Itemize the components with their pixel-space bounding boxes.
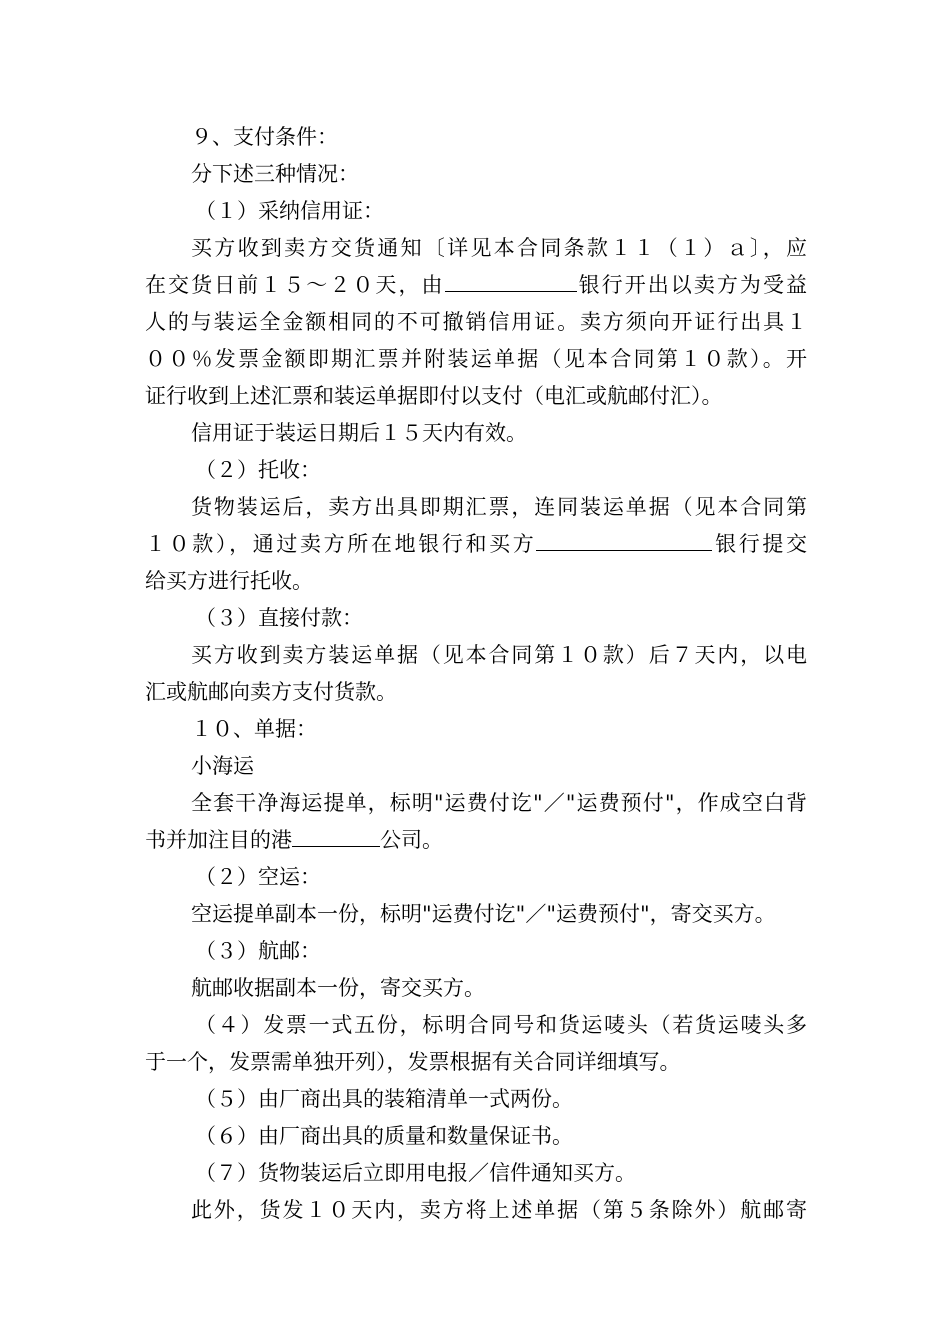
fill-in-blank-destination-port	[292, 826, 380, 847]
subheading-air-mail: （３）航邮：	[195, 939, 321, 963]
paragraph-line: 信用证于装运日期后１５天内有效。	[191, 421, 527, 445]
subheading-direct-payment: （３）直接付款：	[195, 606, 363, 630]
subheading-ocean-transport: 小海运	[191, 754, 254, 778]
paragraph-line: 货物装运后，卖方出具即期汇票，连同装运单据（见本合同第	[191, 495, 807, 519]
paragraph-line: 全套干净海运提单，标明"运费付讫"／"运费预付"，作成空白背	[191, 791, 807, 815]
paragraph-line: （５）由厂商出具的装箱清单一式两份。	[195, 1087, 573, 1111]
line-text: 银行提交	[712, 532, 807, 556]
fill-in-blank-bank	[445, 271, 577, 292]
subheading-collection: （２）托收：	[195, 458, 321, 482]
subheading-air-transport: （２）空运：	[195, 865, 321, 889]
paragraph-line-with-blank	[145, 825, 807, 855]
line-text: 公司。	[380, 828, 443, 852]
section-heading-documents: １０、单据：	[191, 717, 317, 741]
paragraph-line: 买方收到卖方交货通知〔详见本合同条款１１（１）ａ〕，应	[191, 236, 807, 260]
paragraph-line: 汇或航邮向卖方支付货款。	[145, 680, 397, 704]
paragraph-line: 买方收到卖方装运单据（见本合同第１０款）后７天内，以电	[191, 643, 807, 667]
paragraph-line: 给买方进行托收。	[145, 569, 313, 593]
fill-in-blank-buyer-bank	[536, 530, 712, 551]
paragraph-line: 于一个，发票需单独开列），发票根据有关合同详细填写。	[145, 1050, 681, 1074]
paragraph-line: 此外，货发１０天内，卖方将上述单据（第５条除外）航邮寄	[191, 1198, 807, 1222]
line-text: 银行开出以卖方为受益	[576, 273, 807, 297]
paragraph-line: 分下述三种情况：	[191, 162, 359, 186]
line-text: １０款），通过卖方所在地银行和买方	[145, 532, 537, 556]
paragraph-line: 航邮收据副本一份，寄交买方。	[191, 976, 485, 1000]
paragraph-line: 人的与装运全金额相同的不可撤销信用证。卖方须向开证行出具１	[145, 310, 807, 334]
document-page	[145, 0, 807, 1344]
line-text: 书并加注目的港	[145, 828, 292, 852]
paragraph-line: （６）由厂商出具的质量和数量保证书。	[195, 1124, 573, 1148]
subheading-letter-of-credit: （１）采纳信用证：	[195, 199, 384, 223]
paragraph-line: ００％发票金额即期汇票并附装运单据（见本合同第１０款）。开	[145, 347, 807, 371]
paragraph-line-with-blank	[145, 529, 807, 559]
line-text: 在交货日前１５～２０天，由	[145, 273, 445, 297]
paragraph-line: 空运提单副本一份，标明"运费付讫"／"运费预付"，寄交买方。	[191, 902, 776, 926]
paragraph-line: （７）货物装运后立即用电报／信件通知买方。	[195, 1161, 636, 1185]
paragraph-line: 证行收到上述汇票和装运单据即付以支付（电汇或航邮付汇）。	[145, 384, 723, 408]
paragraph-line: （４）发票一式五份，标明合同号和货运唛头（若货运唛头多	[195, 1013, 807, 1037]
section-heading-payment-terms: ９、支付条件：	[191, 125, 338, 149]
paragraph-line-with-blank	[145, 270, 807, 300]
